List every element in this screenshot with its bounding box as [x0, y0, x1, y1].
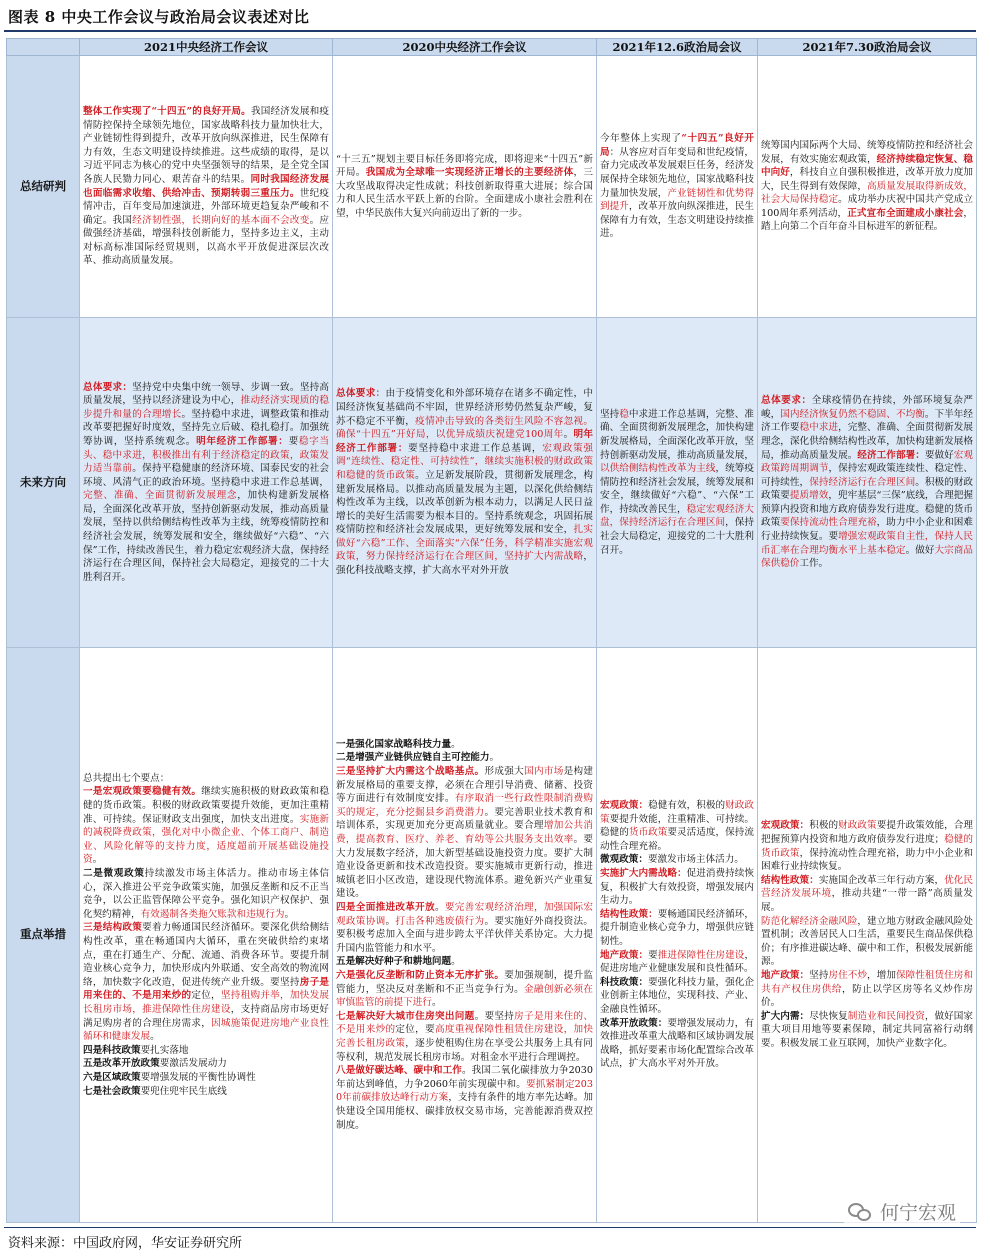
- cell-text-segment: 宏观政策强调“连续性、稳定性、可持续性”，继续实施积极的财政政策和稳健的货币政策: [336, 442, 594, 481]
- cell-text-segment: 。要实施好外商投资法。要积极考虑加入全面与进步跨太平洋伙伴关系协定。大力提升国内监管能力和水平。: [336, 915, 594, 954]
- cell-text-segment: 二是增强产业链供应链自主可控能力: [336, 752, 490, 764]
- cell-text-segment: 增加公共消费，提高教育、医疗、养老、育幼等公共服务支出效率: [336, 820, 594, 846]
- cell-text-segment: 八是做好碳达峰、碳中和工作: [336, 1065, 462, 1077]
- cell-text-segment: 扩大内需：: [761, 1010, 810, 1022]
- figure-title: 图表 8 中央工作会议与政治局会议表述对比: [8, 8, 310, 26]
- cell-text-segment: 五是改革开放政策: [83, 1058, 160, 1070]
- cell-text-segment: 要提升效能，注重精准、可持续。稳健的: [600, 813, 755, 839]
- cell-text-segment: 。保持平稳健康的经济环境、国泰民安的社会环境、风清气正的政治环境。坚持稳中求进工作总基调，: [83, 463, 330, 488]
- cell-text-segment: 。: [563, 429, 574, 441]
- source-rule: [4, 1227, 976, 1228]
- table-cell: [333, 56, 597, 318]
- cell-text-segment: 结构性政策：: [600, 908, 658, 920]
- cell-text-segment: 坚持党中央集中统一领导、步调一致。坚持高质量发展，坚持以经济建设为中心，: [83, 381, 330, 407]
- cell-text-segment: ，完整、准确、全面贯彻新发展理念，深化供给侧结构性改革，加快构建新发展格局，推动高质量发展。: [761, 422, 974, 461]
- cell-text-segment: 宏观政策：: [761, 820, 810, 832]
- title-rule: [4, 30, 976, 32]
- cell-text-segment: 实施国企改革三年行动方案，: [818, 874, 945, 886]
- cell-text-segment: 推动经济实现质的稳步提升和量的合理增长: [83, 395, 330, 420]
- cell-text-segment: 。: [385, 915, 396, 927]
- cell-text-segment: 。下半年经济工作要: [761, 408, 974, 434]
- cell-text-segment: 三是结构政策: [83, 922, 143, 934]
- table-cell: [80, 318, 333, 648]
- cell-text-segment: 。: [489, 752, 500, 764]
- cell-text-segment: 继续实施积极的财政政策和稳健的货币政策。积极的财政政策要提升效能，更加注重精准、可持续。保证财政支出强度，加快支出进度。: [83, 786, 329, 825]
- cell-text-segment: 产业链韧性和优势得到提升: [600, 187, 755, 213]
- cell-text-segment: 地产政策：: [761, 969, 810, 981]
- cell-text-segment: 整体工作实现了“十四五”的良好开局。: [83, 105, 251, 117]
- cell-text-segment: 是构建新发展格局的重要支撑，必须在合理引导消费、储蓄、投资等方面进行有效制度安排。: [336, 766, 594, 805]
- cell-text-segment: 二是微观政策: [83, 868, 145, 880]
- cell-text-segment: 优化民营经济发展环境: [761, 874, 974, 900]
- cell-text-segment: 宏观政策：: [600, 800, 649, 812]
- cell-text-segment: 。: [434, 902, 445, 914]
- cell-text-segment: 要增强发展动力，有效推进改革重大战略和区域协调发展战略，抓好要素市场化配置综合改革试点，扩大高水平对外开放。: [600, 1017, 755, 1070]
- cell-text-segment: 稳定宏观经济大盘，保持经济运行在合理区间: [600, 503, 755, 529]
- cell-text-segment: 要提升政策效能，合理把握预算内投资和地方政府债券发行进度；: [761, 820, 974, 846]
- row-label: 总结研判: [7, 56, 80, 318]
- cell-text-segment: 金融创新必须在审慎监管的前提下进行: [336, 983, 594, 1009]
- cell-text-segment: 高度重视保障性租赁住房建设，加快完善长租房政策: [336, 1024, 594, 1049]
- cell-text-segment: 稳字当头、稳中求进，积极推出有利于经济稳定的政策，政策发力适当靠前: [83, 435, 330, 475]
- watermark-text: 何宁宏观: [879, 1202, 956, 1224]
- cell-text-segment: 。: [92, 854, 103, 866]
- cell-text-segment: 国内经济恢复仍然不稳固、不均衡: [780, 408, 925, 420]
- cell-text-segment: 。我国二氧化碳排放力争2030年前达到峰值，力争2060年前实现碳中和。: [336, 1065, 593, 1090]
- cell-text-segment: 明年经济工作部署：: [336, 429, 594, 454]
- cell-text-segment: 地产政策：: [600, 949, 649, 961]
- cell-text-segment: ，支持有条件的地方率先达峰。加快建设全国用能权、碳排放权交易市场，完善能源消费双控制度。: [336, 1092, 594, 1131]
- cell-text-segment: 改革开放政策：: [600, 1017, 668, 1029]
- cell-text-segment: 宏观政策跨周期调节: [761, 449, 974, 475]
- cell-text-segment: 。: [451, 956, 461, 968]
- cell-text-segment: 实施新的减税降费政策，强化对中小微企业、个体工商户、制造业、风险化解等的支持力度，适度超前开展基础设施投资: [83, 813, 330, 866]
- cell-text-segment: 要激活发展动力: [159, 1058, 227, 1070]
- cell-text-segment: 要坚持稳中求进工作总基调，: [408, 442, 543, 454]
- cell-text-segment: 总体要求: [336, 388, 376, 400]
- cell-text-segment: 有效遏制各类拖欠账款和违规行为: [140, 908, 285, 920]
- cell-text-segment: ，促进房地产业健康发展和良性循环。: [600, 949, 755, 975]
- cell-text-segment: 要完善宏观经济治理，: [444, 902, 544, 914]
- header-row: [7, 39, 977, 56]
- cell-text-segment: 六是区域政策: [83, 1071, 141, 1083]
- cell-text-segment: 四是全面推进改革开放: [336, 902, 435, 914]
- cell-text-segment: 。要坚持: [474, 1010, 515, 1022]
- cell-text-segment: 要着力畅通国民经济循环。要深化供给侧结构性改革，重在畅通国内大循环，重在突破供给约束堵点，重在打通生产、分配、流通、消费各环节。要提升制造业核心竞争力，加快形成内外联通、安全高效的物流网络，加快数字化改造，促进传统产业升级。要坚持: [83, 922, 330, 988]
- cell-text-segment: 我国成为全球唯一实现经济正增长的主要经济体: [365, 167, 574, 179]
- cell-text-segment: 因城施策促进房地产业良性循环和健康发展: [83, 1017, 330, 1043]
- cell-text-segment: ：由于疫情变化和外部环境存在诸多不确定性，中国经济恢复基础尚不牢固，世界经济形势仍然复杂严峻，复苏不稳定不平衡，: [336, 388, 594, 427]
- cell-text-segment: 坚持: [809, 969, 829, 981]
- cell-text-segment: ，增加: [867, 969, 896, 981]
- cell-text-segment: 疫情冲击导致的各类衍生风险不容忽视。确保“十四五”开好局，以优异成绩庆祝建党100周年: [336, 415, 594, 441]
- cell-text-segment: 要畅通国民经济循环，提升制造业核心竞争力，增强供应链韧性。: [600, 908, 755, 947]
- cell-text-segment: ，助力中小企业和困难行业持续恢复。要: [761, 517, 974, 543]
- cell-text-segment: 一是强化国家战略科技力量: [336, 738, 452, 750]
- cell-text-segment: ，保持宏观政策连续性、稳定性、可持续性，: [761, 463, 973, 488]
- cell-text-segment: ，统筹疫情防控和经济社会发展，统筹发展和安全，继续做好“六稳”、“六保”工作，持续改善民生，: [600, 463, 755, 515]
- cell-text-segment: ，防止以学区房等名义炒作房价。: [761, 983, 974, 1009]
- cell-text-segment: 提质增效: [789, 490, 829, 502]
- cell-text-segment: 中求进工作总基调，完整、准确、全面贯彻新发展理念，加快构建新发展格局，全面深化改革开放，坚持创新驱动发展，推动高质量发展，: [600, 408, 755, 461]
- cell-text-segment: 大宗商品保供稳价: [761, 544, 974, 570]
- cell-text-segment: 五是解决好种子和耕地问题: [336, 956, 452, 968]
- cell-text-segment: 以供给侧结构性改革为主线: [600, 463, 716, 475]
- table-cell: [80, 56, 333, 318]
- table-cell: [597, 56, 758, 318]
- table-cell: [80, 648, 333, 1223]
- cell-text-segment: 要做好: [924, 449, 954, 461]
- table-row: [7, 318, 977, 648]
- cell-text-segment: 六是强化反垄断和防止资本无序扩张。: [336, 969, 505, 981]
- cell-text-segment: 保持经济运行在合理区间: [809, 476, 916, 488]
- cell-text-segment: 高质量发展取得新成效，社会大局保持稳定: [761, 180, 974, 206]
- cell-text-segment: 总体要求：: [83, 381, 133, 393]
- header-2021-0730-politburo: 2021年7.30政治局会议: [758, 39, 977, 56]
- cell-text-segment: 房住不炒: [828, 969, 868, 981]
- cell-text-segment: ，科技自立自强积极推进，改革开放力度加大，民生得到有效保障，: [761, 167, 974, 192]
- cell-text-segment: 要抓紧制定2030年前碳排放达峰行动方案: [336, 1078, 593, 1104]
- cell-text-segment: ，保持社会大局稳定，迎接党的二十大胜利召开。: [600, 517, 755, 556]
- cell-text-segment: 总体要求：: [761, 395, 812, 407]
- cell-text-segment: 有序取消一些行政性限制消费购买的规定，充分挖掘县乡消费潜力: [336, 793, 594, 818]
- header-2020-cewc: 2020中央经济工作会议: [333, 39, 597, 56]
- cell-text-segment: 要激发市场主体活力。: [647, 854, 744, 866]
- cell-text-segment: 稳健有效，积极的: [648, 800, 726, 812]
- source-note: 资料来源：中国政府网，华安证券研究所: [8, 1236, 243, 1251]
- cell-text-segment: 要: [648, 949, 658, 961]
- cell-text-segment: 三是坚持扩大内需这个战略基点。: [336, 766, 485, 778]
- cell-text-segment: 要: [288, 435, 299, 447]
- table-cell: [758, 318, 977, 648]
- cell-text-segment: 保障性租赁住房和共有产权住房供给: [761, 969, 974, 995]
- wechat-icon: [848, 1201, 874, 1223]
- table-cell: [333, 318, 597, 648]
- cell-text-segment: 定位，: [191, 990, 221, 1002]
- table-row: [7, 648, 977, 1223]
- cell-text-segment: 全球疫情仍在持续，外部环境复杂严峻，: [761, 395, 974, 420]
- cell-text-segment: ，三大攻坚战取得决定性成就；科技创新取得重大进展；综合国力和人民生活水平跃上新的台阶。全面建成小康社会胜利在望，中华民族伟大复兴向前迈出了新的一步。: [336, 167, 594, 219]
- cell-text-segment: 。: [431, 997, 442, 1009]
- table-cell: [758, 648, 977, 1223]
- comparison-table: [6, 38, 977, 1223]
- header-corner: [7, 39, 80, 56]
- cell-text-segment: 货币政策: [628, 827, 668, 839]
- cell-text-segment: 要强化科技力量，强化企业创新主体地位，实现科技、产业、金融良性循环。: [600, 976, 755, 1015]
- cell-text-segment: ，踏上向第二个百年奋斗目标进军的新征程。: [761, 207, 974, 233]
- cell-text-segment: 明年经济工作部署：: [196, 435, 289, 447]
- cell-text-segment: 七是解决好大城市住房突出问题: [336, 1010, 475, 1022]
- cell-text-segment: 七是社会政策: [83, 1085, 141, 1097]
- cell-text-segment: 完整、准确、全面贯彻新发展理念: [83, 490, 238, 502]
- cell-text-segment: 促进消费持续恢复，积极扩大有效投资，增强发展内生动力。: [600, 868, 755, 907]
- cell-text-segment: 。做好: [905, 544, 935, 556]
- cell-text-segment: 要灵活适度，保持流动性合理充裕。: [600, 827, 755, 852]
- cell-text-segment: 经济工作部署：: [857, 449, 925, 461]
- cell-text-segment: 稳健的货币政策: [761, 834, 974, 859]
- cell-text-segment: ，支持商品房市场更好满足购房者的合理住房需求，: [83, 1003, 330, 1029]
- cell-text-segment: ，推动共建“一带一路”高质量发展。: [761, 888, 973, 914]
- header-2021-cewc: 2021中央经济工作会议: [80, 39, 333, 56]
- cell-text-segment: 增强宏观政策自主性，保持人民币汇率在合理均衡水平上基本稳定: [761, 531, 974, 556]
- cell-text-segment: 财政政策: [600, 800, 755, 825]
- watermark: [844, 1198, 960, 1225]
- cell-text-segment: 房子是用来住的、不是用来炒的: [83, 976, 330, 1002]
- cell-text-segment: ，保持流动性合理充裕，助力中小企业和困难行业持续恢复。: [761, 847, 974, 873]
- cell-text-segment: 国内市场: [524, 766, 564, 778]
- cell-text-segment: 定位，要: [395, 1024, 435, 1036]
- cell-text-segment: 。: [284, 908, 295, 920]
- cell-text-segment: 持续激发市场主体活力。推动市场主体信心，深入推进公平竞争政策实施，加强反垄断和反不正当竞争，以公正监管保障公平竞争。强化知识产权保护、强化契约精神，: [83, 868, 330, 920]
- cell-text-segment: 财政政策: [838, 820, 877, 832]
- cell-text-segment: 工作。: [799, 558, 829, 570]
- cell-text-segment: 扎实做好“六稳”工作、全面落实“六保”任务，科学精准实施宏观政策，努力保持经济运行在合理区间，坚持扩大内需战略: [336, 524, 594, 563]
- cell-text-segment: “十四五”良好开局: [600, 133, 754, 158]
- cell-text-segment: 。要完善职业技术教育和培训体系，实现更加充分更高质量就业。要合理: [336, 806, 594, 832]
- table-row: [7, 56, 977, 318]
- cell-text-segment: 制造业和民间投资: [847, 1010, 925, 1022]
- cell-text-segment: 结构性政策：: [761, 874, 819, 886]
- cell-text-segment: 一是宏观政策要稳健有效。: [83, 786, 202, 798]
- cell-text-segment: 同时我国经济发展也面临需求收缩、供给冲击、预期转弱三重压力。: [83, 173, 330, 199]
- cell-text-segment: 形成强大: [484, 766, 525, 778]
- cell-text-segment: 积极的: [809, 820, 839, 832]
- cell-text-segment: 微观政策：: [600, 854, 648, 866]
- cell-text-segment: ，逐步使租购住房在享受公共服务上具有同等权利，规范发展长租房市场。对租金水平进行合理调控。: [336, 1037, 594, 1063]
- cell-text-segment: 。要大力发展数字经济，加大新型基础设施投资力度。要扩大制造业设备更新和技术改造投资。要实施城市更新行动，推进城镇老旧小区改造，建设现代物流体系。避免新兴产业重复建设。: [336, 834, 594, 900]
- cell-text-segment: ，做好国家重大项目用地等要素保障，制定共同富裕行动纲要。积极发展工业互联网，加快产业数字化。: [761, 1010, 974, 1049]
- cell-text-segment: 实施扩大内需战略：: [600, 868, 687, 880]
- table-cell: [758, 56, 977, 318]
- cell-text-segment: 防范化解经济金融风险: [761, 915, 858, 927]
- cell-text-segment: 。: [451, 738, 461, 750]
- cell-text-segment: 正式宣布全面建成小康社会: [847, 207, 964, 219]
- cell-text-segment: 坚持租购并举，加快发展长租房市场，推进保障性住房建设: [83, 990, 330, 1015]
- cell-text-segment: 稳中求进: [799, 422, 839, 434]
- cell-text-segment: 坚持: [600, 408, 620, 420]
- cell-text-segment: 打击各种逃废债行为: [395, 915, 485, 927]
- cell-text-segment: 房子是用来住的、不是用来炒的: [336, 1010, 594, 1036]
- cell-text-segment: 。应做强经济基础，增强科技创新能力，坚持多边主义，主动对标高标准国际经贸规则，以高水平开放促进深层次改革、推动高质量发展。: [83, 214, 330, 267]
- cell-text-segment: 。积极的财政政策要: [761, 476, 974, 502]
- cell-text-segment: 。立足新发展阶段，贯彻新发展理念，构建新发展格局。以推动高质量发展为主题，以深化供给侧结构性改革为主线，以改革创新为根本动力，以满足人民日益增长的美好生活需要为根本目的。坚持系统观念，巩固拓展疫情防控和经济社会发展成果，更好统筹发展和安全，: [336, 469, 594, 536]
- cell-text-segment: 要保持流动性合理充裕: [780, 517, 877, 529]
- row-label: 未来方向: [7, 318, 80, 648]
- table-cell: [597, 648, 758, 1223]
- cell-text-segment: 要兜住兜牢民生底线: [140, 1085, 227, 1097]
- cell-text-segment: 要加强规制，提升监管能力，坚决反对垄断和不正当竞争行为。: [336, 969, 594, 995]
- table-cell: [333, 648, 597, 1223]
- cell-text-segment: 尽快恢复: [809, 1010, 848, 1022]
- cell-text-segment: 今年整体上实现了: [600, 133, 682, 145]
- cell-text-segment: ，兜牢基层“三保”底线，合理把握预算内投资和地方政府债券发行进度。稳健的货币政策: [761, 490, 974, 529]
- cell-text-segment: 经济韧性强，长期向好的基本面不会改变: [132, 214, 310, 226]
- cell-text-segment: ，加快构建新发展格局，全面深化改革开放，坚持创新驱动发展，推动高质量发展，坚持以供给侧结构性改革为主线，统筹疫情防控和经济社会发展，统筹发展和安全，继续做好“六稳”、“六保”工作，持续改善民生，着力稳定宏观经济大盘，保持经济运行在合理区间，保持社会大局稳定，迎接党的二十大胜利召开。: [83, 490, 330, 583]
- cell-text-segment: ，强化科技战略支撑，扩大高水平对外开放: [336, 551, 593, 577]
- row-label: 重点举措: [7, 648, 80, 1223]
- cell-text-segment: 要增强发展的平衡性协调性: [140, 1071, 256, 1083]
- table-cell: [597, 318, 758, 648]
- cell-text-segment: 稳: [619, 408, 629, 420]
- cell-text-segment: 要扎实落地: [140, 1044, 189, 1056]
- header-2021-1206-politburo: 2021年12.6政治局会议: [597, 39, 758, 56]
- cell-text-segment: 加强国际宏观政策协调: [336, 902, 594, 927]
- cell-text-segment: 我国经济发展和疫情防控保持全球领先地位，国家战略科技力量加快壮大，产业链韧性得到提升，改革开放向纵深推进，民生保障有力有效，生态文明建设持续推进。这些成绩的取得，是以习近平同志为核心的党中央坚强领导的结果，是全党全国各族人民勠力同心、艰苦奋斗的结果。: [83, 105, 330, 185]
- cell-text-segment: “十三五”规划主要目标任务即将完成，即将迎来“十四五”新开局。: [336, 153, 593, 179]
- cell-text-segment: 统筹国内国际两个大局、统筹疫情防控和经济社会发展，有效实施宏观政策，: [761, 139, 973, 165]
- cell-text-segment: ，建立地方财政金融风险处置机制；改善居民人口生活，重要民生商品保供稳价；有序推进碳达峰、碳中和工作，积极发展新能源。: [761, 915, 974, 968]
- cell-text-segment: ，改革开放向纵深推进，民生保障有力有效，生态文明建设持续推进。: [600, 201, 755, 240]
- cell-text-segment: 科技政策：: [600, 976, 649, 988]
- cell-text-segment: 经济持续稳定恢复、稳中向好: [761, 153, 974, 179]
- cell-text-segment: 四是科技政策: [83, 1044, 141, 1056]
- cell-text-segment: 推进保障性住房建设: [657, 949, 745, 961]
- cell-text-segment: 。坚持稳中求进，调整政策和推动改革要把握好时度效，坚持先立后破、稳扎稳打。加强统筹协调，坚持系统观念。: [83, 408, 330, 447]
- cell-text-segment: 。成功举办庆祝中国共产党成立100周年系列活动，: [761, 194, 974, 219]
- cell-text-segment: ：从容应对百年变局和世纪疫情，奋力完成改革发展艰巨任务，经济发展保持全球领先地位，国家战略科技力量加快发展，: [600, 146, 755, 199]
- cell-text-segment: 。: [150, 1031, 160, 1043]
- cell-text-segment: 总共提出七个要点：: [83, 772, 170, 784]
- cell-text-segment: 世纪疫情冲击，百年变局加速演进，外部环境更趋复杂严峻和不确定。我国: [83, 187, 330, 226]
